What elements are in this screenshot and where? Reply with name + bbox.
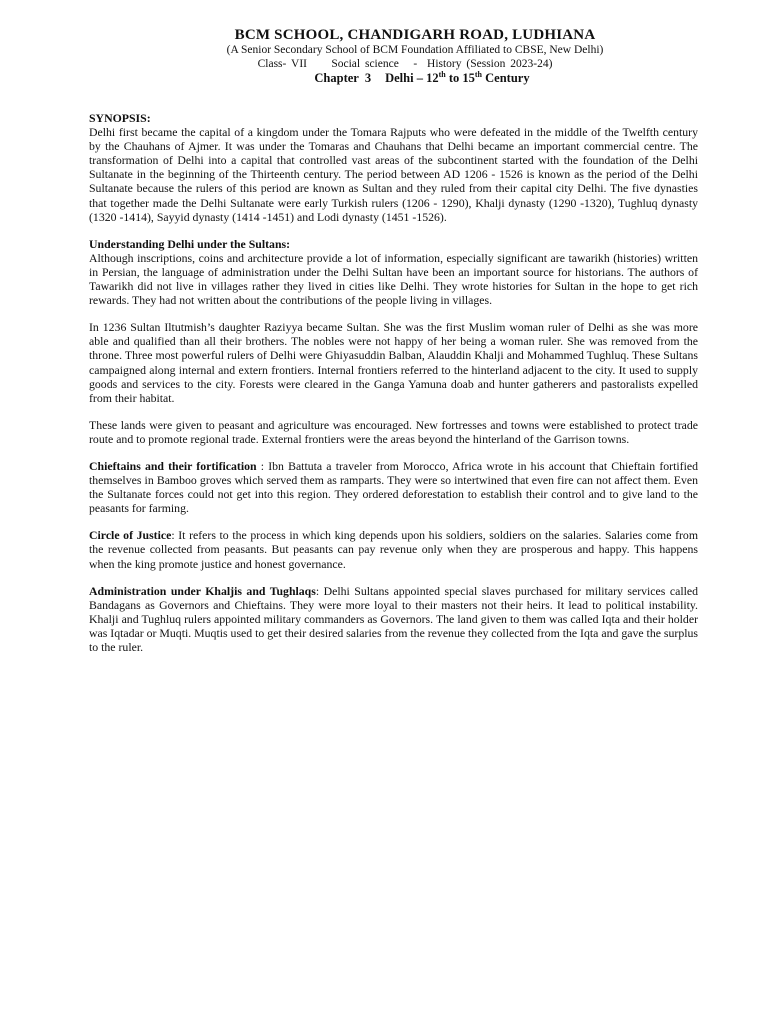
section-understanding-delhi <box>89 237 698 307</box>
section-lands <box>89 418 698 446</box>
school-name: BCM SCHOOL, CHANDIGARH ROAD, LUDHIANA <box>234 27 596 43</box>
chapter-title-sup-1: th <box>438 69 446 79</box>
document-body <box>89 111 698 667</box>
section-text: Although inscriptions, coins and architecture provide a lot of information, especially significant are tawarikh (histories) written in Persian, the language of administration under the Delhi Sultan have been an important source for historians. The authors of Tawarikh did not live in villages rather they lived in cities like Delhi. They wrote histories for Sultan in the hope to get rich rewards. They had not written about the contributions of the people living in villages. <box>89 250 698 308</box>
section-text: : Delhi Sultans appointed special slaves purchased for military services called Bandagans as Governors and Chieftains. They were more loyal to their masters not their heirs. It lead to political instability. Khalji and Tughluq rulers appointed military commanders as Governors. The land given to them was called Iqta and their holder was Iqtadar or Muqti. Muqtis used to get their desired salaries from the revenue they collected from the Iqta and gave the surplus to the ruler. <box>89 583 699 654</box>
section-text: These lands were given to peasant and agriculture was encouraged. New fortresses and towns were established to protect trade route and to promote regional trade. External frontiers were the areas beyond the hinterland of the Garrison towns. <box>89 417 698 446</box>
chapter-title-part-a: Delhi – 12 <box>385 71 439 85</box>
class-subject-line: Class- VII Social science - History (Session 2023-24) <box>257 58 553 70</box>
synopsis-paragraph <box>89 111 698 224</box>
synopsis-heading: SYNOPSIS: <box>89 111 151 125</box>
section-heading: Circle of Justice <box>89 528 172 543</box>
chapter-title-part-c: Century <box>482 71 530 85</box>
section-text: In 1236 Sultan Iltutmish’s daughter Raziyya became Sultan. She was the first Muslim woman ruler of Delhi as she was more able and qualified than all their brothers. The nobles were not happy of her being a woman ruler. She was removed from the throne. Three most powerful rulers of Delhi were Ghiyasuddin Balban, Alauddin Khalji and Mohammed Tughluq. These Sultans campaigned along internal and extern frontiers. Internal frontiers referred to the hinterland adjacent to the city. It used to supply goods and services to the city. Forests were cleared in the Ganga Yamuna doab and hunter gatherers and pastoralists expelled from their habitat. <box>89 320 698 405</box>
school-affiliation: (A Senior Secondary School of BCM Foundation Affiliated to CBSE, New Delhi) <box>226 44 604 56</box>
synopsis-text: Delhi first became the capital of a kingdom under the Tomara Rajputs who were defeated in the middle of the Twelfth century by the Chauhans of Ajmer. It was under the Tomaras and Chauhans that Delhi became an important commercial centre. The transformation of Delhi into a capital that controlled vast areas of the subcontinent started with the foundation of the Delhi Sultanate in the beginning of the Thirteenth century. The period between AD 1206 - 1526 is known as the period of the Delhi Sultanate because the rulers of this period are known as Sultan and they ruled from their capital city Delhi. The five dynasties that together made the Delhi Sultanate were early Turkish rulers (1206 - 1290), Khalji dynasty (1290 -1320), Tughluq dynasty (1320 -1414), Sayyid dynasty (1414 -1451) and Lodi dynasty (1451 -1526). <box>89 125 698 224</box>
section-text: : It refers to the process in which king depends upon his soldiers, soldiers on the salaries. Salaries come from the revenue collected from peasants. But peasants can pay revenue only when they are prosperous and happy. This happens when the king promote justice and honest governance. <box>89 528 698 571</box>
chapter-title <box>0 71 768 86</box>
section-administration <box>89 584 698 654</box>
chapter-title-sup-2: th <box>474 69 483 79</box>
section-heading: Understanding Delhi under the Sultans: <box>89 236 291 251</box>
chapter-title-part-b: to 15 <box>445 71 475 85</box>
section-chieftains <box>89 459 698 515</box>
document-header <box>0 27 768 86</box>
section-text: : Ibn Battuta a traveler from Morocco, Africa wrote in his account that Chieftain fortified themselves in Bamboo groves which served them as ramparts. They were so intertwined that even fire can not affect them. Even the Sultanate forces could not get into this region. They ordered deforestation to establish their control and to give land to the peasants for farming. <box>89 458 699 516</box>
section-circle-of-justice <box>89 528 698 570</box>
section-raziyya <box>89 320 698 405</box>
section-heading: Chieftains and their fortification <box>89 458 257 473</box>
chapter-label: Chapter 3 <box>314 71 372 85</box>
section-heading: Administration under Khaljis and Tughlaqs <box>89 583 316 598</box>
